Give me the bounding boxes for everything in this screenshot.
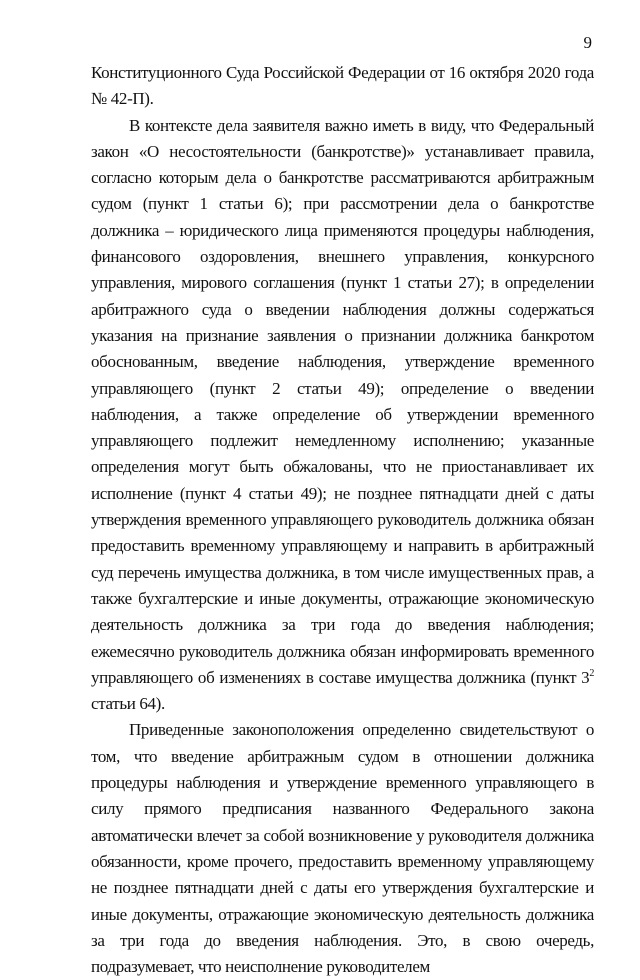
paragraph-text: В контексте дела заявителя важно иметь в виду, что Федеральный закон «О несостоятельности (банкротстве)» устанавливает правила, согласно которым дела о банкротстве рассматриваются арбитражным судом (пункт 1 статьи 6); при рассмотрении дела о банкротстве должника – юридического лица применяются процедуры наблюдения, финансового оздоровления, внешнего управления, конкурсного управления, мирового соглашения (пункт 1 статьи 27); в определении арбитражного суда о введении наблюдения должны содержаться указания на признание заявления о признании должника банкротом обоснованным, введение наблюдения, утверждение временного управляющего (пункт 2 статьи 49); определение о введении наблюдения, а также определение об утверждении временного управляющего подлежит немедленному исполнению; указанные определения могут быть обжалованы, что не приостанавливает их исполнение (пункт 4 статьи 49); не позднее пятнадцати дней с даты утверждения временного управляющего руководитель должника обязан предоставить временному управляющему и направить в арбитражный суд перечень имущества должника, в том числе имущественных прав, а также бухгалтерские и иные документы, отражающие экономическую деятельность должника за три года до введения наблюдения; ежемесячно руководитель должника обязан информировать временного управляющего об изменениях в составе имущества должника (пункт 3 [91, 115, 594, 687]
paragraph-continuation: Конституционного Суда Российской Федерации от 16 октября 2020 года № 42-П). [91, 63, 594, 109]
paragraph-bankruptcy-law [91, 113, 594, 718]
paragraph-conclusion: Приведенные законоположения определенно свидетельствуют о том, что введение арбитражным судом в отношении должника процедуры наблюдения и утверждение временного управляющего в силу прямого предписания названного Федерального закона автоматически влечет за собой возникновение у руководителя должника обязанности, кроме прочего, предоставить временному управляющему не позднее пятнадцати дней с даты его утверждения бухгалтерские и иные документы, отражающие экономическую деятельность должника за три года до введения наблюдения. Это, в свою очередь, подразумевает, что неисполнение руководителем [91, 720, 594, 977]
paragraph-text-end: статьи 64). [91, 694, 165, 714]
page-number: 9 [583, 33, 592, 52]
superscript: 2 [589, 667, 594, 679]
document-body [91, 60, 594, 980]
